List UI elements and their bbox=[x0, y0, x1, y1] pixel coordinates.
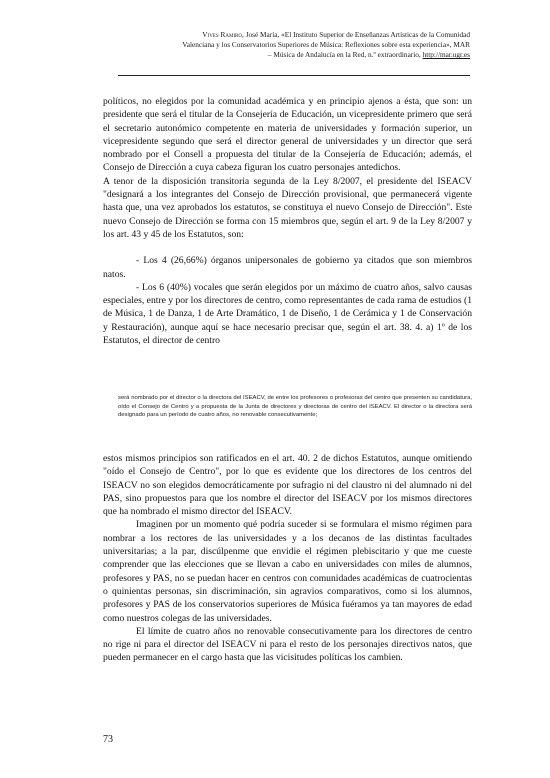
journal-link[interactable]: http://mar.ugr.es bbox=[422, 50, 470, 60]
paragraph-disposicion: A tenor de la disposición transitoria segunda de la Ley 8/2007, el presidente del ISEACV "designará a los integrantes del Consejo de Dirección provisional, que permanecerá vigente hasta que, una vez aprobados los estatutos, se constituya el nuevo Consejo de Dirección". Este nuevo Consejo de Dirección se forma con 15 miembros que, según el art. 9 de la Ley 8/2007 y los art. 43 y 45 de los Estatutos, son: bbox=[103, 175, 472, 240]
paragraph-limite: El límite de cuatro años no renovable consecutivamente para los directores de centro no rige ni para el director del ISEACV ni para el resto de los personajes directivos natos, que pueden permanecer en el cargo hasta que las vicisitudes políticas los cambien. bbox=[103, 625, 472, 664]
paragraph-principios: estos mismos principios son ratificados en el art. 40. 2 de dichos Estatutos, aunque omitiendo "oído el Consejo de Centro", por lo que es evidente que los directores de los centros del ISEACV no son elegidos democráticamente por sufragio ni del claustro ni del alumnado ni del PAS, sino propuestos para que los nombre el director del ISEACV por los mismos directores que ha nombrado el mismo director del ISEACV. bbox=[103, 453, 472, 518]
header-line-2: Valenciana y los Conservatorios Superiores de Música: Reflexiones sobre esta experiencia», MAR bbox=[182, 40, 470, 50]
body-lower bbox=[103, 452, 472, 665]
body-upper bbox=[103, 95, 472, 347]
header-author: Vives Ramiro bbox=[202, 30, 243, 39]
page-number: 73 bbox=[103, 734, 113, 745]
paragraph-consejo: políticos, no elegidos por la comunidad académica y en principio ajenos a ésta, que son: un presidente que será el titular de la Consejería de Educación, un vicepresidente primero que será el secretario autonómico competente en materia de universidades y formación superior, un vicepresidente segundo que será el director general de universidades y un director que será nombrado por el Consell a propuesta del titular de la Consejería de Educación; además, el Consejo de Dirección a cuya cabeza figuran los cuatro personajes antedichos. bbox=[103, 96, 472, 174]
list-item-organos: - Los 4 (26,66%) órganos unipersonales de gobierno ya citados que son miembros natos. bbox=[103, 255, 472, 280]
list-item-vocales: - Los 6 (40%) vocales que serán elegidos por un máximo de cuatro años, salvo causas especiales, entre y por los directores de centro, como representantes de cada rama de estudios (1 de Música, 1 de Danza, 1 de Arte Dramático, 1 de Diseño, 1 de Cerámica y 1 de Conservación y Restauración), aunque aquí se hace necesario precisar que, según el art. 38. 4. a) 1º de los Estatutos, el director de centro bbox=[103, 281, 472, 347]
running-header bbox=[100, 30, 470, 61]
quoted-block: será nombrado por el director o la directora del ISEACV, de entre los profesores o profesoras del centro que presenten su candidatura, oído el Consejo de Centro y a propuesta de la Junta de directores y directoras de centro del ISEACV. El director o la directora será designado para un período de cuatro años, no renovable consecutivamente; bbox=[118, 395, 472, 419]
header-line-1 bbox=[100, 30, 470, 40]
header-journal: – Música de Andalucía en la Red, n.º extraordinario, bbox=[267, 50, 423, 60]
header-title-start: , José María, «El Instituto Superior de Enseñanzas Artísticas de la Comunidad bbox=[242, 30, 470, 39]
paragraph-imaginen: Imaginen por un momento qué podría suceder si se formulara el mismo régimen para nombrar a los rectores de las universidades y a los decanos de las distintas facultades universitarias; a la par, discúlpenme que envidie el régimen plebiscitario y que me cueste comprender que las elecciones que se llevan a cabo en universidades con miles de alumnos, profesores y PAS, no se puedan hacer en centros con comunidades académicas de cuatrocientas o quinientas personas, sin discriminación, sin agravios comparativos, como si los alumnos, profesores y PAS de los conservatorios superiores de Música fuéramos ya tan mayores de edad como nuestros colegas de las universidades. bbox=[103, 519, 472, 624]
header-rule bbox=[118, 75, 470, 76]
header-line-3 bbox=[100, 50, 470, 60]
